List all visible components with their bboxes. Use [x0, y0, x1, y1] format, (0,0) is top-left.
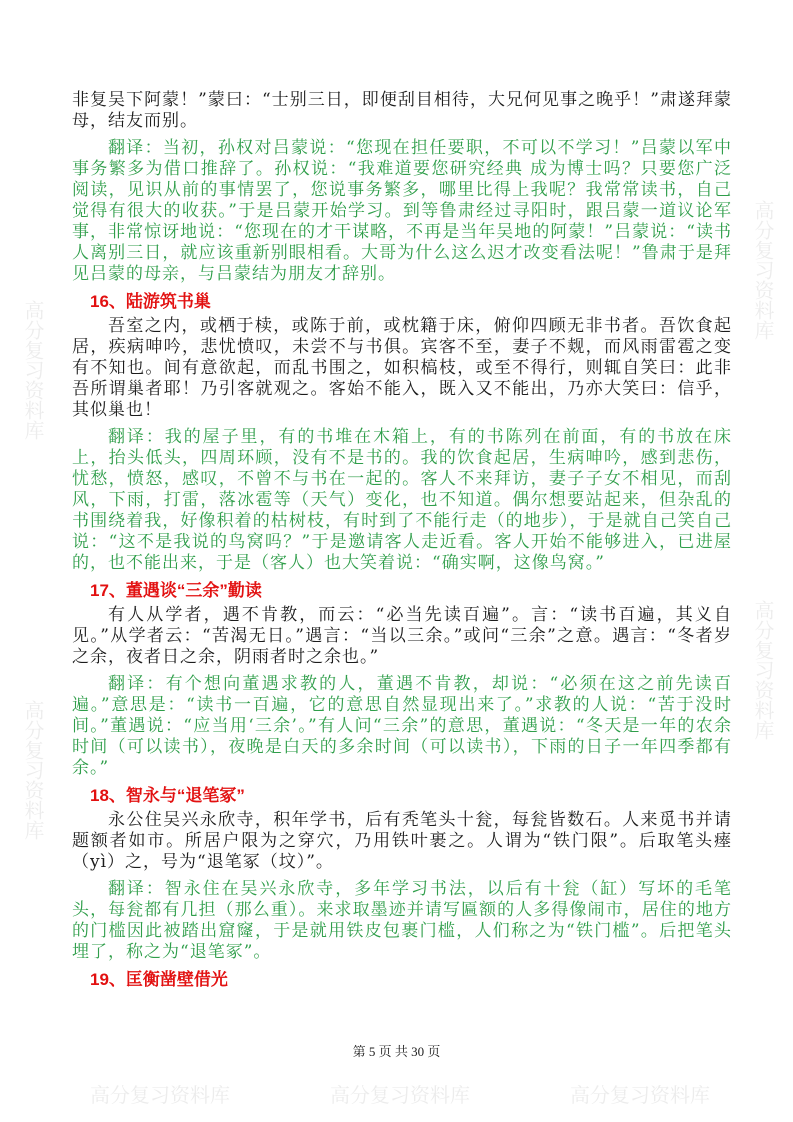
page-number-footer: 第 5 页 共 30 页: [352, 1044, 441, 1059]
section-heading-19: 19、匡衡凿壁借光: [90, 970, 228, 989]
watermark: 高分复习资料库: [21, 700, 45, 840]
section-heading-16: 16、陆游筑书巢: [90, 292, 211, 311]
original-text-continued: 非复吴下阿蒙！”蒙曰：“士别三日，即便刮目相待，大兄何见事之晚乎！”肃遂拜蒙母，结友而别。: [72, 90, 732, 131]
watermark: 高分复习资料库: [751, 600, 775, 740]
original-text: 吾室之内，或栖于椟，或陈于前，或枕籍于床，俯仰四顾无非书者。吾饮食起居，疾病呻吟，悲忧愤叹，未尝不与书俱。宾客不至，妻子不觌，而风雨雷雹之变有不知也。间有意欲起，而乱书围之，如积槁枝，或至不得行，则辄自笑曰：此非吾所谓巢者耶！乃引客就观之。客始不能入，既入又不能出，乃亦大笑曰：信乎，其似巢也！: [72, 316, 732, 420]
section-heading-17: 17、董遇谈“三余”勤读: [90, 581, 262, 600]
translation-text: 翻译：我的屋子里，有的书堆在木箱上，有的书陈列在前面，有的书放在床上，抬头低头，四周环顾，没有不是书的。我的饮食起居，生病呻吟，感到悲伤，忧愁，愤怒，感叹，不曾不与书在一起的。客人不来拜访，妻子子女不相见，而刮风，下雨，打雷，落冰雹等（天气）变化，也不知道。偶尔想要站起来，但杂乱的书围绕着我，好像积着的枯树枝，有时到了不能行走（的地步），于是就自己笑自己说：“这不是我说的鸟窝吗？”于是邀请客人走近看。客人开始不能够进入，已进屋的，也不能出来，于是（客人）也大笑着说：“确实啊，这像鸟窝。”: [72, 427, 732, 573]
section-heading-18: 18、智永与“退笔冢”: [90, 786, 245, 805]
translation-text: 翻译：智永住在吴兴永欣寺，多年学习书法，以后有十瓮（缸）写坏的毛笔头，每瓮都有几担（那么重）。来求取墨迹并请写匾额的人多得像闹市，居住的地方的门槛因此被踏出窟窿，于是就用铁皮包裹门槛，人们称之为“铁门槛”。后把笔头埋了，称之为“退笔冢”。: [72, 879, 732, 962]
watermark: 高分复习资料库: [21, 300, 45, 440]
translation-text: 翻译：当初，孙权对吕蒙说：“您现在担任要职，不可以不学习！”吕蒙以军中事务繁多为借口推辞了。孙权说：“我难道要您研究经典 成为博士吗？只要您广泛阅读，见识从前的事情罢了，您说事务繁多，哪里比得上我呢？我常常读书，自己觉得有很大的收获。”于是吕蒙开始学习。到等鲁肃经过寻阳时，跟吕蒙一道议论军事，非常惊讶地说：“您现在的才干谋略，不再是当年吴地的阿蒙！”吕蒙说：“读书人离别三日，就应该重新别眼相看。大哥为什么这么迟才改变看法呢！”鲁肃于是拜见吕蒙的母亲，与吕蒙结为朋友才辞别。: [72, 138, 732, 284]
watermark: 高分复习资料库: [751, 200, 775, 340]
watermark: 高分复习资料库: [570, 1083, 710, 1107]
document-page: [72, 90, 732, 994]
original-text: 有人从学者，遇不肯教，而云：“必当先读百遍”。言：“读书百遍，其义自见。”从学者云：“苦渴无日。”遇言：“当以三余。”或问“三余”之意。遇言：“冬者岁之余，夜者日之余，阴雨者时之余也。”: [72, 605, 732, 667]
watermark: 高分复习资料库: [330, 1083, 470, 1107]
original-text: 永公住吴兴永欣寺，积年学书，后有秃笔头十瓮，每瓮皆数石。人来觅书并请题额者如市。所居户限为之穿穴，乃用铁叶裹之。人谓为“铁门限”。后取笔头瘗（yì）之，号为“退笔冢（坟）”。: [72, 810, 732, 872]
translation-text: 翻译：有个想向董遇求教的人，董遇不肯教，却说：“必须在这之前先读百遍。”意思是：“读书一百遍，它的意思自然显现出来了。”求教的人说：“苦于没时间。”董遇说：“应当用‘三余’。”有人问“三余”的意思，董遇说：“冬天是一年的农余时间（可以读书），夜晚是白天的多余时间（可以读书），下雨的日子一年四季都有余。”: [72, 674, 732, 778]
watermark: 高分复习资料库: [90, 1083, 230, 1107]
